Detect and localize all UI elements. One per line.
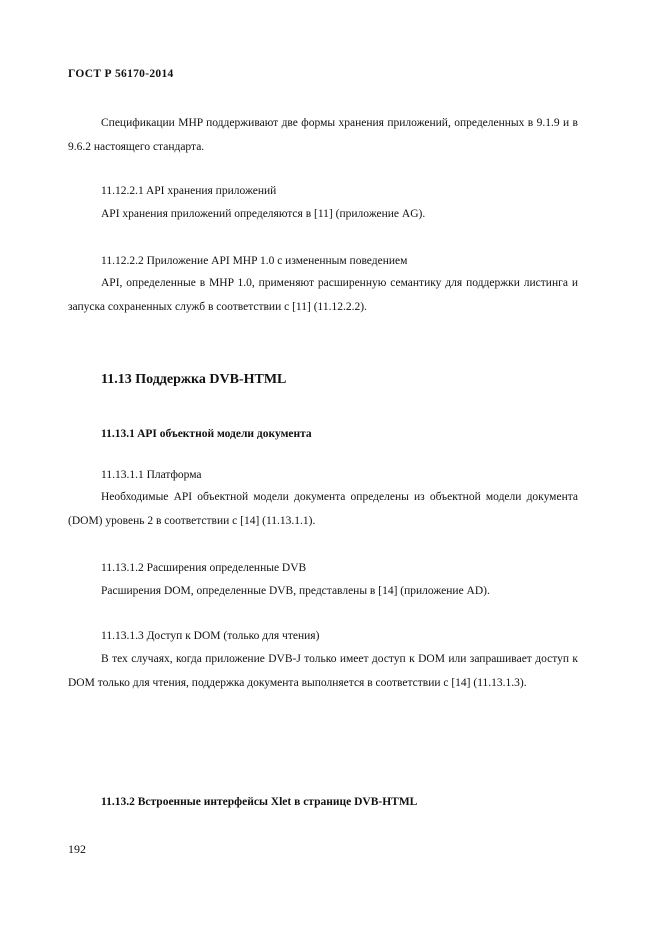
intro-paragraph: Спецификации MHP поддерживают две формы хранения приложений, определенных в 9.1.9 и в 9.6.2 настоящего стандарта. [68, 117, 578, 153]
section-11-13-1-3-text: В тех случаях, когда приложение DVB-J только имеет доступ к DOM или запрашивает доступ к DOM только для чтения, поддержка документа выполняется в соответствии с [14] (11.13.1.3). [68, 653, 578, 689]
section-11-13-2-heading: 11.13.2 Встроенные интерфейсы Xlet в странице DVB-HTML [101, 796, 418, 808]
section-11-13-1-2-title: 11.13.1.2 Расширения определенные DVB [101, 562, 307, 574]
section-11-13-1-1-text: Необходимые API объектной модели документа определены из объектной модели документа (DOM) уровень 2 в соответствии с [14] (11.13.1.1). [68, 491, 578, 527]
section-11-13-heading: 11.13 Поддержка DVB-HTML [101, 372, 287, 387]
section-11-12-2-1-text: API хранения приложений определяются в [11] (приложение AG). [101, 208, 426, 220]
section-11-13-1-1-title: 11.13.1.1 Платформа [101, 469, 202, 481]
section-11-13-1-2-text: Расширения DOM, определенные DVB, представлены в [14] (приложение AD). [101, 585, 490, 597]
standard-header: ГОСТ Р 56170-2014 [68, 68, 174, 80]
section-11-13-1-heading: 11.13.1 API объектной модели документа [101, 428, 312, 440]
section-11-12-2-2-title: 11.12.2.2 Приложение API MHP 1.0 с измененным поведением [101, 255, 408, 267]
section-11-12-2-2-text: API, определенные в MHP 1.0, применяют расширенную семантику для поддержки листинга и запуска сохраненных служб в соответствии с [11] (11.12.2.2). [68, 277, 578, 313]
section-11-13-1-3-title: 11.13.1.3 Доступ к DOM (только для чтения) [101, 630, 320, 642]
page-number: 192 [68, 842, 86, 856]
section-11-12-2-1-title: 11.12.2.1 API хранения приложений [101, 185, 277, 197]
